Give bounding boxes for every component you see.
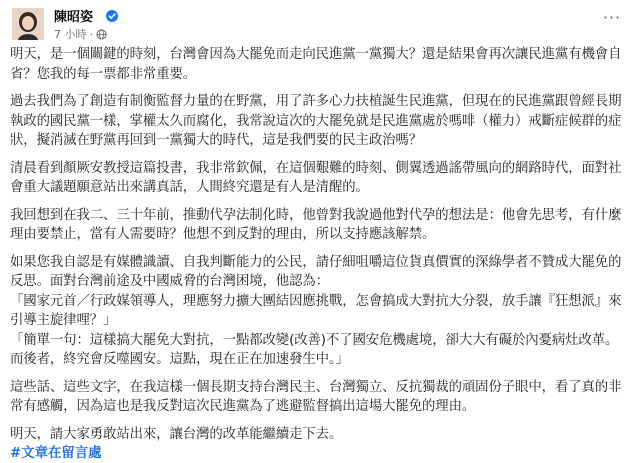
meta-separator: · <box>89 28 93 41</box>
hashtag-link[interactable]: #文章在留言處 <box>10 446 102 461</box>
globe-icon[interactable] <box>96 29 107 40</box>
more-options-icon[interactable]: ··· <box>602 8 622 27</box>
verified-badge-icon <box>106 10 118 22</box>
post-paragraph: 過去我們為了創造有制衡監督力量的在野黨，用了許多心力扶植誕生民進黨，但現在的民進黨跟曾經長期執政的國民黨一樣，掌權太久而腐化，我常說這次的大罷免就是民進黨處於嗎啡（權力）戒斷症候群的症狀，擬消滅在野黨再回到一黨獨大的時代，這是我們要的民主政治嗎？ <box>10 94 622 148</box>
post-paragraph: 我回想到在我二、三十年前，推動代孕法制化時，他曾對我說過他對代孕的想法是：他會先思考，有什麼理由要禁止，當有人需要時？他想不到反對的理由，所以支持應該解禁。 <box>10 207 622 242</box>
post-paragraph: 這些話、這些文字，在我這樣一個長期支持台灣民主、台灣獨立、反抗獨裁的頑固份子眼中，看了真的非常有感觸，因為這也是我反對這次民進黨為了逃避監督搞出這場大罷免的理由。 <box>10 379 622 414</box>
post-paragraph: 清晨看到顏厥安教授這篇投書，我非常欽佩，在這個艱難的時刻、側翼透過謠帶風向的網路時代，面對社會重大議題願意站出來講真話，人間終究還是有人是清醒的。 <box>10 160 622 195</box>
post-header <box>10 6 630 46</box>
author-name[interactable]: 陳昭姿 <box>54 10 94 25</box>
post-time[interactable]: 7 小時 <box>54 28 87 41</box>
post-body <box>10 45 630 463</box>
post-paragraph: 如果您我自認是有媒體識讀、自我判斷能力的公民，請仔細咀嚼這位貨真價實的深綠學者不贊成大罷免的反思。面對台灣前途及中國威脅的台灣困境，他認為： <box>10 254 622 289</box>
post-paragraph: 明天，請大家勇敢站出來，讓台灣的改革能繼續走下去。 <box>10 426 343 442</box>
post-paragraph: 明天，是一個關鍵的時刻，台灣會因為大罷免而走向民進黨一黨獨大？還是結果會再次讓民進黨有機會自省？您我的每一票都非常重要。 <box>10 47 622 82</box>
post-meta <box>54 28 107 42</box>
post-quote: 「國家元首／行政媒領導人，理應努力擴大團結因應挑戰，怎會搞成大對抗大分裂，放手讓『狂想派』來引導主旋律哩？」 <box>10 293 622 328</box>
post-quote: 「簡單一句：這樣搞大罷免大對抗，一點都改變(改善)不了國安危機處境，卻大大有礙於內憂病灶改革。而後者，終究會反噬國安。這點，現在正在加速發生中。」 <box>10 332 619 367</box>
avatar[interactable] <box>12 8 44 40</box>
